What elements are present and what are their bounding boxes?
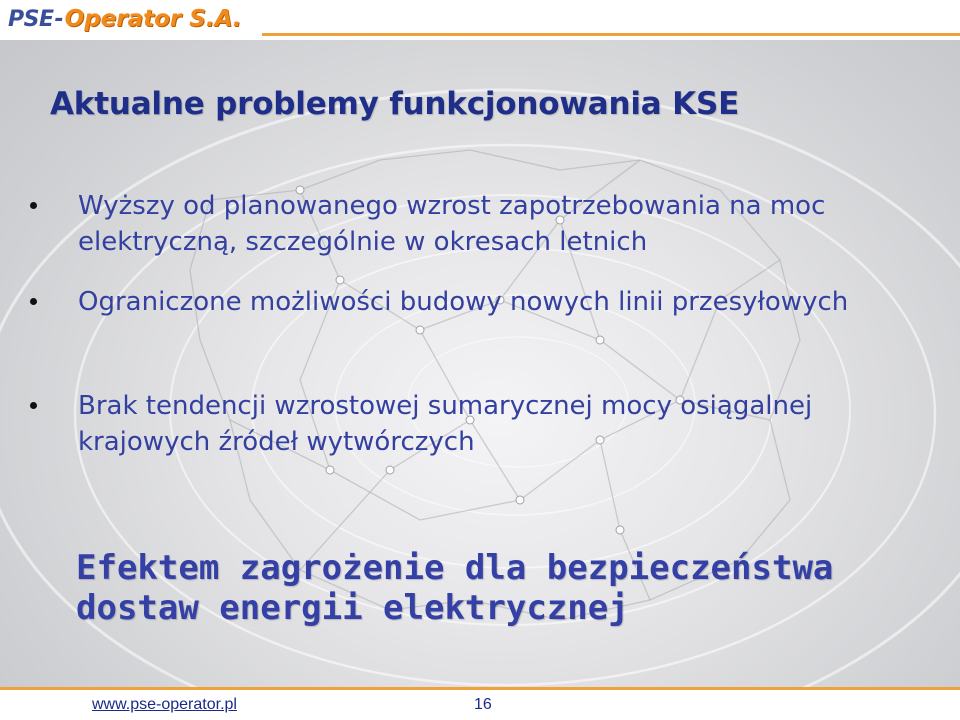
emphasis-line-1: Efektem zagrożenie dla bezpieczeństwa	[76, 548, 834, 588]
logo-pse-text: PSE	[8, 7, 54, 32]
bullet-text: Wyższy od planowanego wzrost zapotrzebowania na moc elektryczną, szczególnie w okresach letnich	[78, 191, 826, 257]
bullet-dot-icon	[30, 402, 37, 409]
footer-website-link[interactable]: www.pse-operator.pl	[92, 696, 237, 713]
bullet-dot-icon	[30, 202, 37, 209]
bullet-text: Brak tendencji wzrostowej sumarycznej mocy osiągalnej krajowych źródeł wytwórczych	[78, 391, 813, 457]
logo-operator-text: Operator S.A.	[64, 6, 242, 32]
company-logo	[8, 6, 242, 36]
header-accent-line	[262, 33, 960, 36]
emphasis-line-2: dostaw energii elektrycznej	[76, 588, 629, 628]
logo-dash: -	[54, 7, 64, 32]
emphasis-statement	[76, 548, 936, 628]
slide-title: Aktualne problemy funkcjonowania KSE	[50, 86, 740, 122]
bullet-dot-icon	[30, 298, 37, 305]
page-number: 16	[474, 696, 492, 713]
bullet-text: Ograniczone możliwości budowy nowych linii przesyłowych	[78, 287, 849, 317]
